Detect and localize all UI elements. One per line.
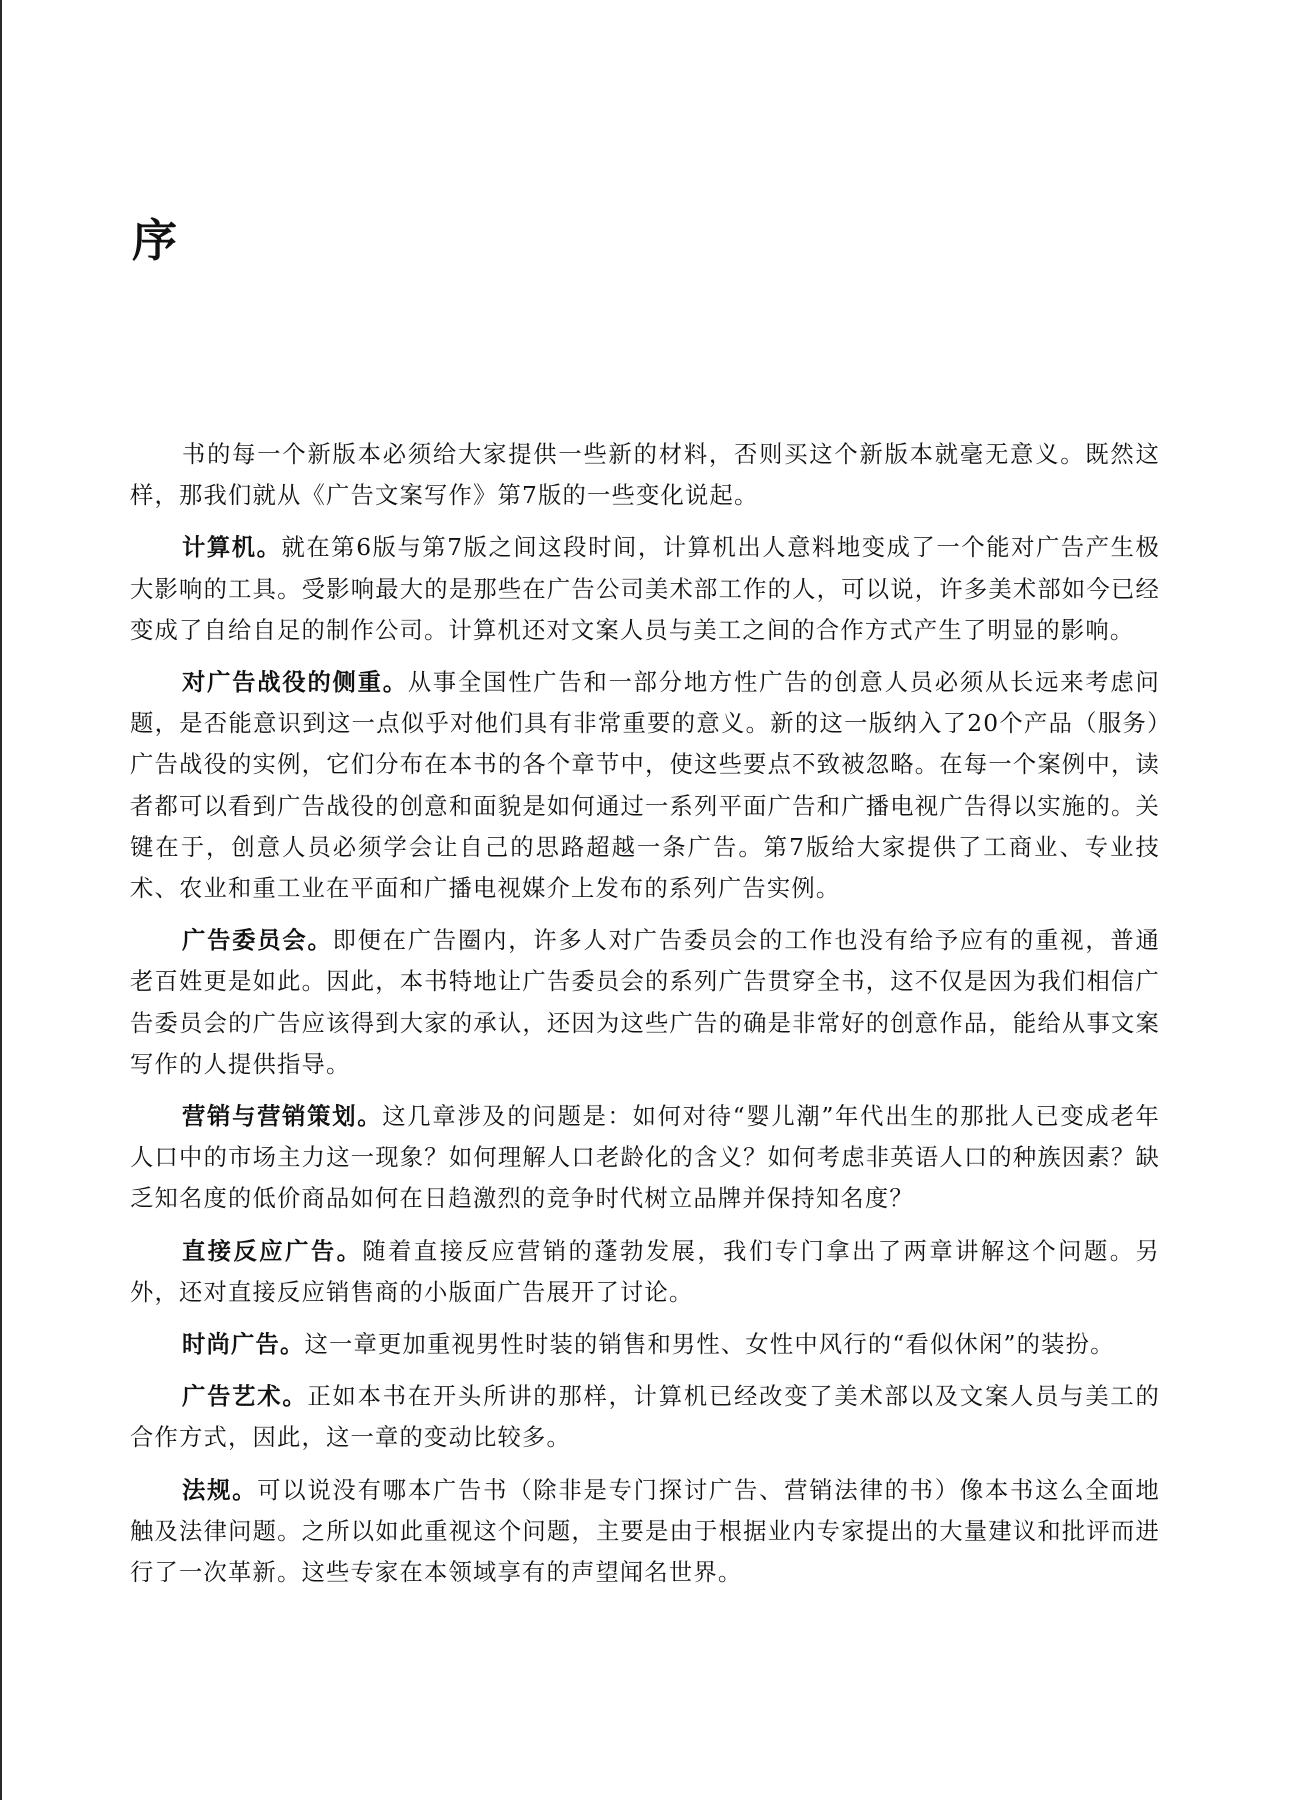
paragraph-lead: 法规。	[182, 1476, 258, 1504]
page-title: 序	[132, 214, 178, 267]
paragraph-direct-response	[130, 1231, 1160, 1313]
paragraph-lead: 时尚广告。	[182, 1331, 305, 1359]
paragraph-computer	[130, 527, 1160, 651]
paragraph-lead: 计算机。	[182, 534, 282, 562]
paragraph-lead: 直接反应广告。	[182, 1237, 363, 1265]
body-text	[130, 434, 1160, 1604]
paragraph-text: 即便在广告圈内，许多人对广告委员会的工作也没有给予应有的重视，普通老百姓更是如此。因此，本书特地让广告委员会的系列广告贯穿全书，这不仅是因为我们相信广告委员会的广告应该得到大家的承认，还因为这些广告的确是非常好的创意作品，能给从事文案写作的人提供指导。	[130, 927, 1160, 1078]
paragraph-text: 书的每一个新版本必须给大家提供一些新的材料，否则买这个新版本就毫无意义。既然这样，那我们就从《广告文案写作》第7版的一些变化说起。	[130, 441, 1160, 510]
paragraph-regulations	[130, 1470, 1160, 1594]
paragraph-campaigns	[130, 662, 1160, 909]
paragraph-intro	[130, 434, 1160, 516]
paragraph-ad-council	[130, 920, 1160, 1085]
paragraph-text: 从事全国性广告和一部分地方性广告的创意人员必须从长远来考虑问题，是否能意识到这一点似乎对他们具有非常重要的意义。新的这一版纳入了20个产品（服务）广告战役的实例，它们分布在本书的各个章节中，使这些要点不致被忽略。在每一个案例中，读者都可以看到广告战役的创意和面貌是如何通过一系列平面广告和广播电视广告得以实施的。关键在于，创意人员必须学会让自己的思路超越一条广告。第7版给大家提供了工商业、专业技术、农业和重工业在平面和广播电视媒介上发布的系列广告实例。	[130, 669, 1160, 903]
paragraph-text: 这几章涉及的问题是：如何对待“婴儿潮”年代出生的那批人已变成老年人口中的市场主力这一现象？如何理解人口老龄化的含义？如何考虑非英语人口的种族因素？缺乏知名度的低价商品如何在日趋激烈的竞争时代树立品牌并保持知名度？	[130, 1103, 1160, 1213]
paragraph-text: 就在第6版与第7版之间这段时间，计算机出人意料地变成了一个能对广告产生极大影响的工具。受影响最大的是那些在广告公司美术部工作的人，可以说，许多美术部如今已经变成了自给自足的制作公司。计算机还对文案人员与美工之间的合作方式产生了明显的影响。	[130, 534, 1161, 644]
paragraph-lead: 营销与营销策划。	[182, 1103, 383, 1131]
paragraph-lead: 对广告战役的侧重。	[182, 669, 408, 697]
paragraph-lead: 广告委员会。	[182, 927, 333, 955]
paragraph-text: 随着直接反应营销的蓬勃发展，我们专门拿出了两章讲解这个问题。另外，还对直接反应销售商的小版面广告展开了讨论。	[130, 1237, 1160, 1306]
paragraph-marketing	[130, 1096, 1160, 1220]
paragraph-text: 正如本书在开头所讲的那样，计算机已经改变了美术部以及文案人员与美工的合作方式，因此，这一章的变动比较多。	[130, 1383, 1160, 1452]
page-edge-shadow	[0, 0, 2, 1800]
paragraph-text: 可以说没有哪本广告书（除非是专门探讨广告、营销法律的书）像本书这么全面地触及法律问题。之所以如此重视这个问题，主要是由于根据业内专家提出的大量建议和批评而进行了一次革新。这些专家在本领域享有的声望闻名世界。	[130, 1476, 1160, 1587]
paragraph-fashion	[130, 1324, 1160, 1365]
paragraph-ad-art	[130, 1376, 1160, 1458]
paragraph-lead: 广告艺术。	[182, 1383, 308, 1411]
paragraph-text: 这一章更加重视男性时装的销售和男性、女性中风行的“看似休闲”的装扮。	[304, 1331, 1115, 1359]
